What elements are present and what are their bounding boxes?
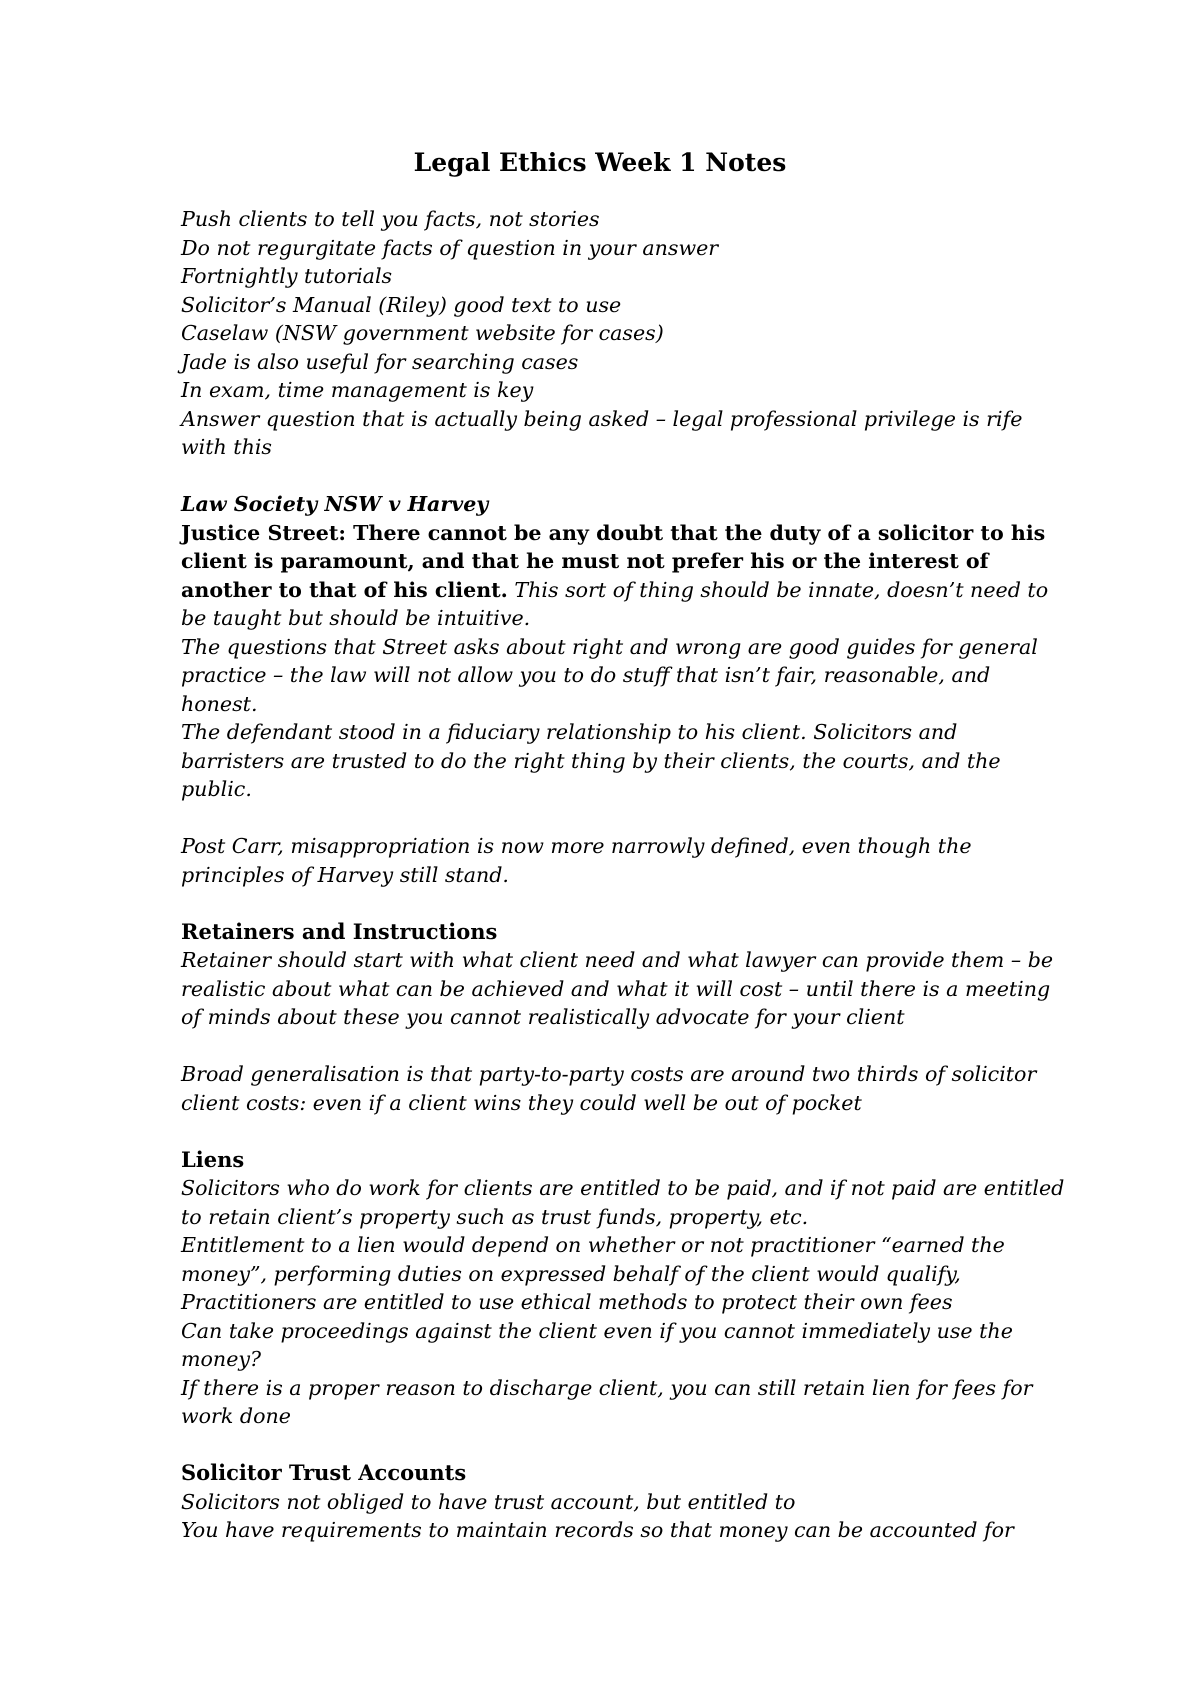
retainers-line: client costs: even if a client wins they could well be out of pocket [181,1090,862,1115]
quote-line: client is paramount, and that he must not prefer his or the interest of [181,549,989,573]
trust-accounts-section [181,1459,1061,1545]
retainers-line: of minds about these you cannot realistically advocate for your client [181,1005,905,1029]
liens-line: If there is a proper reason to discharge client, you can still retain lien for fees for [181,1375,1033,1400]
spacer [181,1032,1061,1061]
intro-line: Fortnightly tutorials [181,264,393,288]
liens-line: money”, performing duties on expressed behalf of the client would qualify, [181,1261,961,1286]
liens-section [181,1146,1065,1431]
liens-line: Solicitors who do work for clients are entitled to be paid, and if not paid are entitled [181,1176,1065,1200]
spacer [181,804,1061,833]
section-heading: Solicitor Trust Accounts [181,1460,467,1485]
intro-line: Do not regurgitate facts of question in your answer [181,235,719,260]
retainers-line: Retainer should start with what client need and what lawyer can provide them – be [181,948,1054,972]
retainers-line: realistic about what can be achieved and what it will cost – until there is a meeting [181,976,1051,1001]
trust-accounts-line: Solicitors not obliged to have trust account, but entitled to [181,1489,796,1514]
retainers-line: Broad generalisation is that party-to-party costs are around two thirds of solicitor [181,1062,1037,1086]
spacer [181,1431,1061,1460]
document-title: Legal Ethics Week 1 Notes [413,148,787,177]
harvey-line: The questions that Street asks about right and wrong are good guides for general [181,634,1038,659]
intro-line: Answer question that is actually being asked – legal professional privilege is rife [181,406,1023,431]
post-carr-line: principles of Harvey still stand. [181,862,509,887]
harvey-line: barristers are trusted to do the right thing by their clients, the courts, and the [181,748,1001,773]
post-carr-line: Post Carr, misappropriation is now more narrowly defined, even though the [181,834,972,858]
section-heading: Liens [181,1146,245,1172]
document-body [181,205,1065,1545]
intro-line: Caselaw (NSW government website for cases) [181,321,664,345]
retainers-section [181,918,1061,1118]
quote-commentary-text: This sort of thing should be innate, doesn’t need to [507,577,1049,602]
harvey-line: honest. [181,691,258,716]
harvey-line: public. [181,777,252,801]
intro-line: with this [181,435,272,459]
liens-line: money? [181,1347,262,1371]
harvey-line: The defendant stood in a fiduciary relationship to his client. Solicitors and [181,720,958,744]
liens-line: to retain client’s property such as trust funds, property, etc. [181,1204,809,1229]
liens-line: Entitlement to a lien would depend on whether or not practitioner “earned the [181,1233,1005,1257]
quote-line-mixed [181,576,1061,605]
case-name-heading: Law Society NSW v Harvey [181,492,489,516]
quote-line: Justice Street: There cannot be any doubt that the duty of a solicitor to his [181,520,1046,545]
harvey-section [181,490,1061,889]
liens-line: Practitioners are entitled to use ethical methods to protect their own fees [181,1290,953,1314]
harvey-line: practice – the law will not allow you to do stuff that isn’t fair, reasonable, and [181,663,991,687]
trust-accounts-line: You have requirements to maintain records so that money can be accounted for [181,1518,1014,1542]
liens-line: work done [181,1404,291,1428]
spacer [181,1117,1061,1146]
section-heading: Retainers and Instructions [181,918,498,944]
intro-line: Push clients to tell you facts, not stories [181,207,600,231]
intro-line: In exam, time management is key [181,378,534,402]
spacer [181,462,1061,491]
harvey-line: be taught but should be intuitive. [181,606,531,630]
spacer [181,889,1061,918]
liens-line: Can take proceedings against the client even if you cannot immediately use the [181,1318,1013,1343]
intro-line: Jade is also useful for searching cases [181,349,579,374]
intro-notes [181,205,1061,462]
intro-line: Solicitor’s Manual (Riley) good text to use [181,292,622,317]
quote-bold-text: another to that of his client. [181,577,508,602]
